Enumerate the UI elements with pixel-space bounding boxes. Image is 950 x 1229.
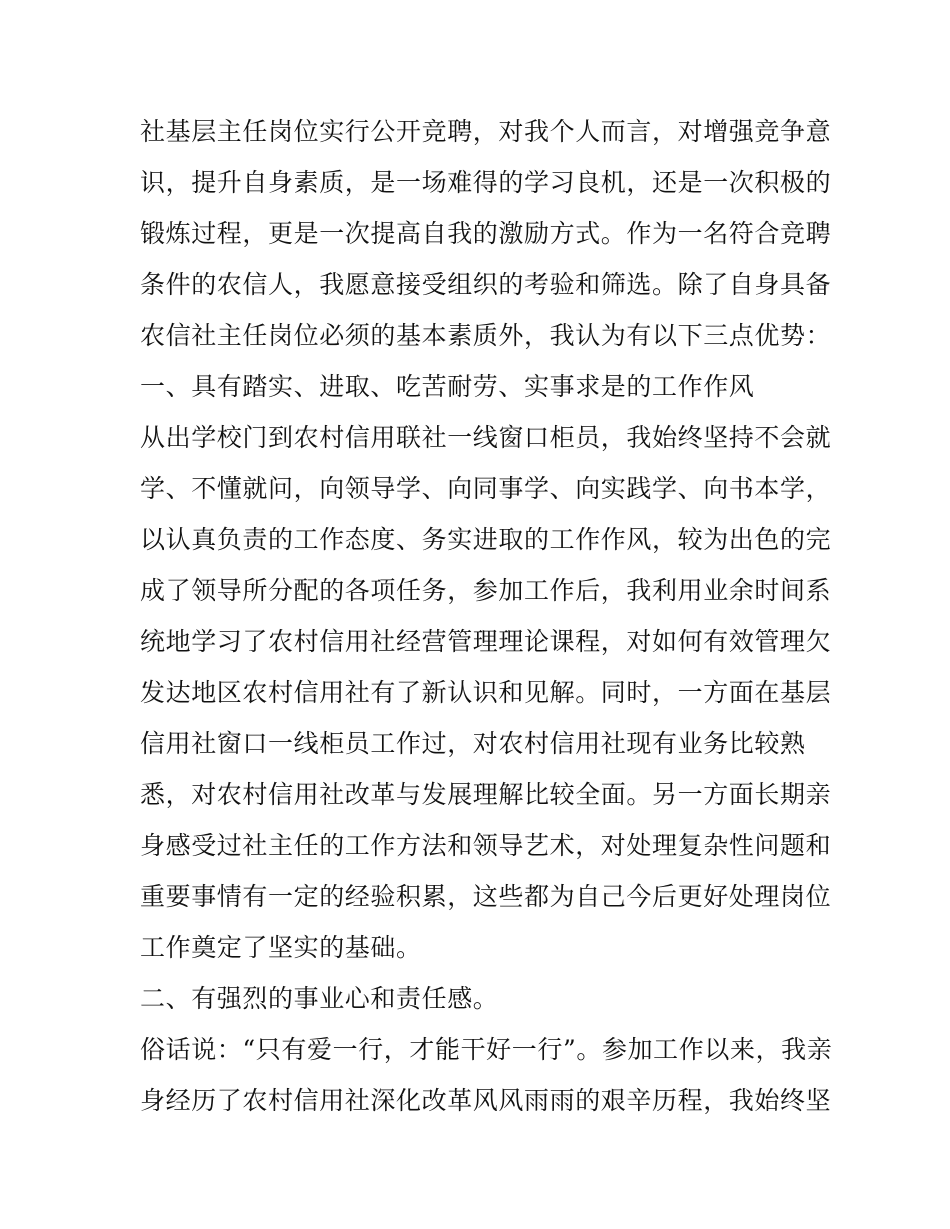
text-line: 身感受过社主任的工作方法和领导艺术，对处理复杂性问题和 (140, 831, 832, 860)
text-line: 锻炼过程，更是一次提高自我的激励方式。作为一名符合竞聘 (140, 219, 832, 248)
text-line: 社基层主任岗位实行公开竞聘，对我个人而言，对增强竞争意 (140, 117, 832, 146)
section-heading-1: 一、具有踏实、进取、吃苦耐劳、实事求是的工作作风 (140, 372, 755, 401)
text-line: 发达地区农村信用社有了新认识和见解。同时，一方面在基层 (140, 678, 832, 707)
text-line: 重要事情有一定的经验积累，这些都为自己今后更好处理岗位 (140, 882, 832, 911)
body-text (140, 106, 833, 1126)
text-line: 农信社主任岗位必须的基本素质外，我认为有以下三点优势： (140, 321, 832, 350)
text-line: 悉，对农村信用社改革与发展理解比较全面。另一方面长期亲 (140, 780, 832, 809)
text-line: 俗话说：“只有爱一行，才能干好一行”。参加工作以来，我亲 (140, 1035, 833, 1064)
section-heading-2: 二、有强烈的事业心和责任感。 (140, 984, 499, 1013)
text-line: 工作奠定了坚实的基础。 (140, 933, 422, 962)
text-line: 从出学校门到农村信用联社一线窗口柜员，我始终坚持不会就 (140, 423, 832, 452)
text-line: 成了领导所分配的各项任务，参加工作后，我利用业余时间系 (140, 576, 832, 605)
text-line: 以认真负责的工作态度、务实进取的工作作风，较为出色的完 (140, 525, 832, 554)
text-line: 身经历了农村信用社深化改革风风雨雨的艰辛历程，我始终坚 (140, 1086, 832, 1115)
text-line: 识，提升自身素质，是一场难得的学习良机，还是一次积极的 (140, 168, 832, 197)
text-line: 统地学习了农村信用社经营管理理论课程，对如何有效管理欠 (140, 627, 832, 656)
text-line: 学、不懂就问，向领导学、向同事学、向实践学、向书本学， (140, 474, 832, 503)
text-line: 条件的农信人，我愿意接受组织的考验和筛选。除了自身具备 (140, 270, 832, 299)
text-line: 信用社窗口一线柜员工作过，对农村信用社现有业务比较熟 (140, 729, 806, 758)
